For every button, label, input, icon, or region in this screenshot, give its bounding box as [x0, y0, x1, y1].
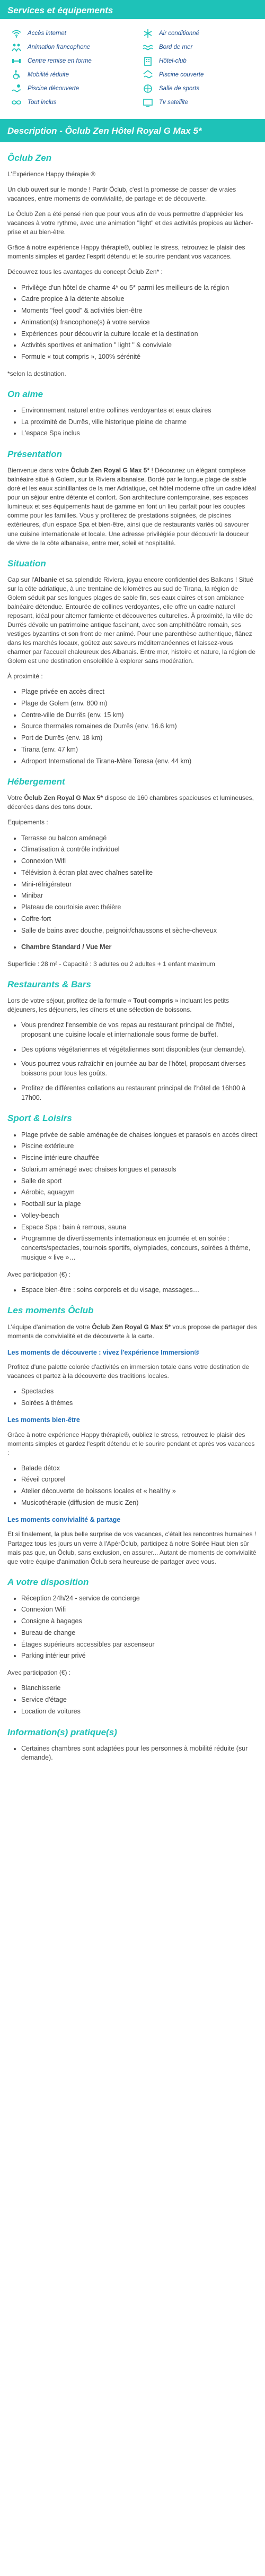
list-item: • Activités sportives et animation " light " & conviviale [21, 341, 258, 350]
list-item: • Animation(s) francophone(s) à votre service [21, 318, 258, 328]
text-part: » incluant les petits déjeuners, les déjeuners, les dîners et une sélection de boissons. [7, 997, 229, 1014]
list-item: • Connexion Wifi [21, 1605, 258, 1615]
benefits-list [21, 283, 258, 362]
service-label: Animation francophone [28, 44, 91, 50]
hebergement-intro [7, 794, 258, 812]
wheelchair-icon [11, 69, 22, 81]
list-item: • Source thermales romaines de Durrës (env. 16.6 km) [21, 722, 258, 731]
room-detail: Superficie : 28 m² - Capacité : 3 adultes ou 2 adultes + 1 enfant maximum [7, 960, 215, 968]
service-item-fitness [11, 54, 126, 68]
subsection-title-convivial: Les moments convivialité & partage [7, 1515, 121, 1523]
service-item-internet [11, 27, 126, 40]
list-item: • Blanchisserie [21, 1684, 258, 1693]
moments-intro [7, 1323, 258, 1341]
equipments-label: Equipements : [7, 819, 48, 826]
section-title-info: Information(s) pratique(s) [7, 1727, 117, 1737]
list-item: • Consigne à bagages [21, 1617, 258, 1626]
disposition-paid-list [21, 1684, 258, 1716]
list-item: • L'espace Spa inclus [21, 429, 258, 438]
list-item: • Plateau de courtoisie avec théière [21, 903, 258, 912]
service-label: Piscine couverte [159, 71, 204, 78]
list-item: • Plage privée en accès direct [21, 687, 258, 697]
list-item: • Espace Spa : bain à remous, sauna [21, 1223, 258, 1233]
hotel-name: Ôclub Zen Royal G Max 5* [92, 1323, 171, 1331]
list-item: • Volley-beach [21, 1211, 258, 1221]
service-item-aircon [142, 27, 258, 40]
list-item: • Aérobic, aquagym [21, 1188, 258, 1197]
benefits-intro: Découvrez tous les avantages du concept Ôclub Zen* : [7, 268, 163, 276]
text-part: Votre [7, 794, 24, 802]
text-part: dispose de 160 chambres spacieuses et lumineuses, décorées dans des tons doux. [7, 794, 254, 811]
section-title-sport: Sport & Loisirs [7, 1113, 72, 1124]
section-title-on-aime: On aime [7, 389, 43, 399]
discovery-list [21, 1387, 258, 1408]
hotel-name: Ôclub Zen Royal G Max 5* [70, 467, 150, 475]
list-item: • Location de voitures [21, 1707, 258, 1717]
list-item: • Spectacles [21, 1387, 258, 1397]
list-item: • Solarium aménagé avec chaises longues et parasols [21, 1165, 258, 1175]
service-item-animation [11, 40, 126, 54]
service-label: Tv satellite [159, 99, 188, 106]
country-name: Albanie [34, 575, 57, 583]
list-item: • Réveil corporel [21, 1475, 258, 1485]
disposition-list [21, 1594, 258, 1661]
service-item-seaside [142, 40, 258, 54]
service-label: Mobilité réduite [28, 71, 69, 78]
list-item: • Espace bien-être : soins corporels et du visage, massages… [21, 1286, 258, 1295]
text-part: ! Découvrez un élégant complexe balnéaire situé à Golem, sur la Riviera albanaise. Bordé par le longue plage de sable doré et les eaux scintillantes de la mer Adriatique, cet hôtel moderne offre un cadre idéal pour un séjour entre détente et confort. Son architecture contemporaine, ses espaces lumineux et ses équipements haut de gamme en font un lieu parfait pour les couples comme pour les familles. Vous y profiterez de prestations soignées, de piscines extérieures, d'un espace Spa et bien-être, ainsi que de restaurants variés où savourer une cuisine internationale et locale. Une adresse privilégiée pour découvrir la douceur de vivre de la côte albanaise, entre mer, soleil et hospitalité. [7, 467, 257, 547]
section-title-situation: Situation [7, 558, 46, 568]
list-item: • Cadre propice à la détente absolue [21, 295, 258, 304]
list-item: • Formule « tout compris », 100% sérénité [21, 352, 258, 362]
list-item: • Profitez de différentes collations au restaurant principal de l'hôtel de 16h00 à 17h00. [21, 1084, 258, 1103]
all-inclusive-icon [11, 97, 22, 108]
list-item: • Adroport International de Tirana-Mère Teresa (env. 44 km) [21, 757, 258, 766]
list-item: • Parking intérieur privé [21, 1651, 258, 1661]
service-label: Hôtel-club [159, 57, 187, 64]
info-list [21, 1744, 258, 1763]
service-item-indoor-pool [142, 68, 258, 82]
restaurants-list [21, 1021, 258, 1102]
list-item: • Privilège d'un hôtel de charme 4* ou 5* parmi les meilleurs de la région [21, 283, 258, 293]
list-item: • Coffre-fort [21, 915, 258, 924]
list-item: • Port de Durrës (env. 18 km) [21, 734, 258, 743]
discovery-text: Profitez d'une palette colorée d'activités en immersion totale dans votre destination de vacances et partez à la découverte des traditions locales. [7, 1363, 250, 1380]
description-title: Description - Ôclub Zen Hôtel Royal G Max 5* [7, 126, 202, 136]
list-item: • Tirana (env. 47 km) [21, 745, 258, 755]
list-item: • Plage de Golem (env. 800 m) [21, 699, 258, 709]
service-item-reduced-mobility [11, 68, 126, 82]
service-label: Bord de mer [159, 44, 193, 50]
intro-paragraph: Grâce à notre expérience Happy thérapie®, oubliez le stress, retrouvez le plaisir des moments simples et gardez l'esprit détendu et le sourire pendant vos vacances. [7, 244, 245, 261]
services-grid [0, 19, 265, 119]
list-item: • Réception 24h/24 - service de concierge [21, 1594, 258, 1604]
text-part: L'équipe d'animation de votre [7, 1323, 92, 1331]
wellness-list [21, 1464, 258, 1508]
subsection-title-wellness: Les moments bien-être [7, 1416, 80, 1424]
list-item: • Télévision à écran plat avec chaînes satellite [21, 868, 258, 878]
tv-icon [142, 97, 154, 108]
experience-line: L'Expérience Happy thérapie ® [7, 170, 95, 178]
list-item: • Programme de divertissements internationaux en journée et en soirée : concerts/spectacles, tournois sportifs, olympiades, concours, soirées à thème, musique « live »… [21, 1234, 258, 1262]
list-item: • Minibar [21, 891, 258, 901]
restaurants-intro [7, 996, 258, 1014]
list-item: • Plage privée de sable aménagée de chaises longues et parasols en accès direct [21, 1131, 258, 1140]
list-item: • Moments "feel good" & activités bien-être [21, 306, 258, 316]
waves-icon [142, 41, 154, 53]
list-item: • Vous prendrez l'ensemble de vos repas au restaurant principal de l'hôtel, proposant une cuisine locale et internationale sous forme de buffet. [21, 1021, 258, 1040]
text-part: Bienvenue dans votre [7, 467, 71, 475]
list-item: • Service d'étage [21, 1695, 258, 1705]
list-item: • Musicothérapie (diffusion de music Zen) [21, 1498, 258, 1508]
proximity-label: À proximité : [7, 673, 43, 680]
presentation-text [7, 466, 258, 547]
section-title-hebergement: Hébergement [7, 777, 65, 787]
list-item: • Des options végétariennes et végétaliennes sont disponibles (sur demande). [21, 1045, 258, 1055]
intro-paragraph: Un club ouvert sur le monde ! Partir Ôclub, c'est la promesse de passer de vraies vacances, entre moments de convivialité, de partage et de découverte. [7, 186, 236, 203]
hotel-name: Ôclub Zen Royal G Max 5* [24, 794, 103, 802]
situation-text [7, 575, 258, 666]
sports-icon [142, 83, 154, 94]
service-label: Piscine découverte [28, 85, 80, 92]
list-item: • Soirées à thèmes [21, 1399, 258, 1408]
formula-name: Tout compris [133, 997, 173, 1005]
list-item: • Football sur la plage [21, 1200, 258, 1209]
description-header [0, 119, 265, 142]
text-part: vous propose de partager des moments de convivialité et de découverte à la carte. [7, 1323, 257, 1340]
proximity-list [21, 687, 258, 766]
service-label: Salle de sports [159, 85, 200, 92]
list-item: • Certaines chambres sont adaptées pour les personnes à mobilité réduite (sur demande). [21, 1744, 258, 1763]
service-label: Accès internet [28, 30, 66, 37]
services-title: Services et équipements [7, 5, 113, 15]
list-item: • Atelier découverte de boissons locales et « healthy » [21, 1487, 258, 1496]
list-item: • Salle de bains avec douche, peignoir/chaussons et sèche-cheveux [21, 926, 258, 936]
service-item-hotel-club [142, 54, 258, 68]
list-item: • La proximité de Durrës, ville historique pleine de charme [21, 418, 258, 427]
footnote: *selon la destination. [7, 369, 66, 377]
service-label: Centre remise en forme [28, 57, 92, 64]
snowflake-icon [142, 28, 154, 39]
sport-paid-list [21, 1286, 258, 1295]
services-header [0, 0, 265, 19]
convivial-text: Et si finalement, la plus belle surprise de vos vacances, c'était les rencontres humaines ! Partagez tous les jours un verre à l'ApérÔclub, participez à notre Soirée Haut bien sûr mais pas que, un Ôclub, sans exclusion, en assurer... Autant de moments de convivialité que votre équipe d'animation Ôclub sera heureuse de partager avec vous. [7, 1530, 257, 1565]
service-item-all-inclusive [11, 96, 126, 109]
list-item: • Étages supérieurs accessibles par ascenseur [21, 1640, 258, 1650]
list-item: • Balade détox [21, 1464, 258, 1474]
service-label: Air conditionné [159, 30, 200, 37]
text-part: Cap sur l' [7, 575, 34, 583]
list-item: • Salle de sport [21, 1177, 258, 1186]
section-title-moments: Les moments Ôclub [7, 1305, 94, 1316]
service-item-sports-hall [142, 82, 258, 96]
text-part: et sa splendide Riviera, joyau encore confidentiel des Balkans ! Situé sur la côte adriatique, à une trentaine de kilomètres au sud de Tirana, la région de Golem séduit par ses longues plages de sable fin, ses eaux claires et son ambiance balnéaire détendue. Entourée de collines verdoyantes, elle offre un cadre naturel reposant, idéal pour alterner farniente et découvertes culturelles. À proximité, la ville de Durrës dévoile un patrimoine antique fascinant, avec son amphithéâtre romain, ses vestiges byzantins et son front de mer animé. Pour une parenthèse authentique, flânez dans les marchés locaux, goûtez aux saveurs méditerranéennes et laissez-vous charmer par l'accueil chaleureux des Albanais. Entre mer, histoire et nature, la région de Golem est une destination ensoleillée à explorer sans modération. [7, 575, 255, 665]
service-label: Tout inclus [28, 99, 57, 106]
animation-icon [11, 41, 22, 53]
list-item: • Bureau de change [21, 1629, 258, 1638]
indoor-pool-icon [142, 69, 154, 81]
section-title-restaurants: Restaurants & Bars [7, 979, 91, 990]
list-item: • Vous pourrez vous rafraîchir en journée au bar de l'hôtel, proposant diverses boissons pour tous les goûts. [21, 1059, 258, 1079]
list-item: • Piscine intérieure chauffée [21, 1153, 258, 1163]
on-aime-list [21, 406, 258, 438]
section-title-disposition: A votre disposition [7, 1576, 89, 1587]
service-item-tv [142, 96, 258, 109]
wifi-icon [11, 28, 22, 39]
brand-title: Ôclub Zen [7, 153, 52, 163]
list-item: • Connexion Wifi [21, 857, 258, 866]
section-title-presentation: Présentation [7, 449, 62, 460]
paid-label: Avec participation (€) : [7, 1669, 71, 1677]
list-item: • Environnement naturel entre collines verdoyantes et eaux claires [21, 406, 258, 416]
service-item-outdoor-pool [11, 82, 126, 96]
pool-icon [11, 83, 22, 94]
list-item: • Terrasse ou balcon aménagé [21, 834, 258, 843]
list-item: • Piscine extérieure [21, 1142, 258, 1151]
wellness-text: Grâce à notre expérience Happy thérapie®, oubliez le stress, retrouvez le plaisir des moments simples et gardez l'esprit détendu et le sourire pendant et après vos vacances : [7, 1431, 255, 1457]
list-item: • Centre-ville de Durrës (env. 15 km) [21, 711, 258, 720]
paid-label: Avec participation (€) : [7, 1270, 71, 1278]
list-item: • Climatisation à contrôle individuel [21, 845, 258, 855]
hotel-icon [142, 55, 154, 67]
description-content [0, 142, 265, 1786]
dumbbell-icon [11, 55, 22, 67]
room-type-list [21, 943, 258, 952]
equipments-list [21, 834, 258, 936]
list-item: • Expériences pour découvrir la culture locale et la destination [21, 330, 258, 339]
room-type: • Chambre Standard / Vue Mer [21, 943, 258, 952]
subsection-title-discovery: Les moments de découverte : vivez l'expérience Immersion® [7, 1348, 199, 1356]
sport-list [21, 1131, 258, 1263]
text-part: Lors de votre séjour, profitez de la formule « [7, 997, 134, 1005]
intro-paragraph: Le Ôclub Zen a été pensé rien que pour vous afin de vous permettre d'apprécier les vacances à votre rythme, avec une animation "light" et des activités propices au lâcher-prise et au bien-être. [7, 210, 253, 236]
list-item: • Mini-réfrigérateur [21, 880, 258, 890]
